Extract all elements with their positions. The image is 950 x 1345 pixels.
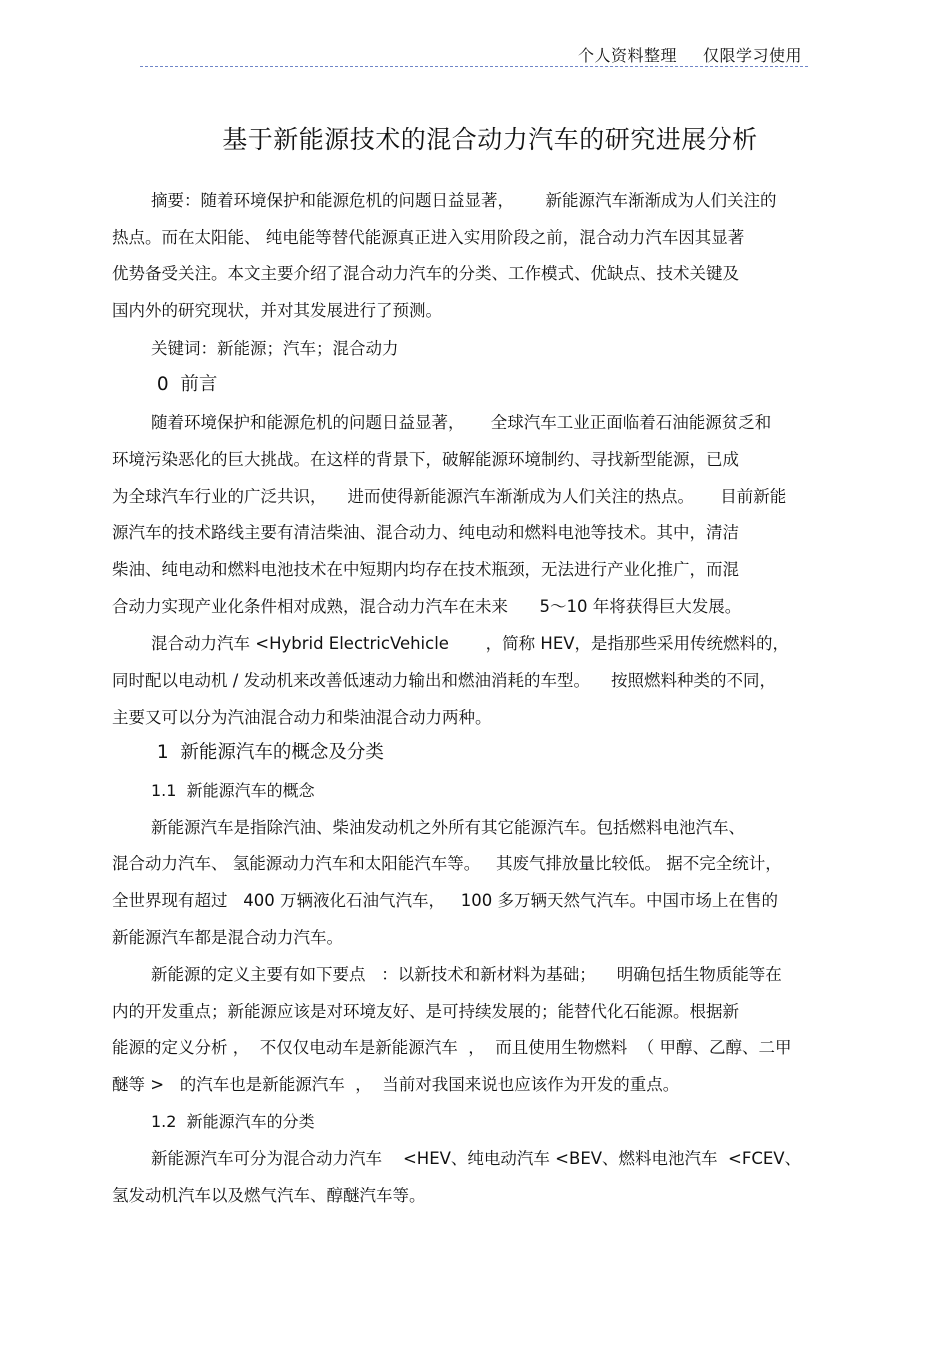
paragraph-line: 新能源汽车是指除汽油、柴油发动机之外所有其它能源汽车。包括燃料电池汽车、 (151, 818, 745, 837)
paragraph-line: 源汽车的技术路线主要有清洁柴油、混合动力、纯电动和燃料电池等技术。其中，清洁 (112, 523, 739, 542)
abstract-line-4: 国内外的研究现状，并对其发展进行了预测。 (112, 301, 442, 320)
paragraph-line: 氢发动机汽车以及燃气汽车、醇醚汽车等。 (112, 1186, 426, 1205)
paragraph-line: 柴油、纯电动和燃料电池技术在中短期内均存在技术瓶颈，无法进行产业化推广，而混 (112, 560, 739, 579)
paragraph-line: 混合动力汽车 <Hybrid ElectricVehicle ，简称 HEV，是指那些采用传统燃料的， (151, 634, 790, 653)
paragraph-line: 新能源的定义主要有如下要点 ：以新技术和新材料为基础； 明确包括生物质能等在 (151, 965, 782, 984)
paragraph-line: 新能源汽车可分为混合动力汽车 <HEV、纯电动汽车 <BEV、燃料电池汽车 <FCEV、 (151, 1149, 802, 1168)
paragraph-line: 醚等 > 的汽车也是新能源汽车 ， 当前对我国来说也应该作为开发的重点。 (112, 1075, 680, 1094)
abstract-line-2: 热点。而在太阳能、 纯电能等替代能源真正进入实用阶段之前，混合动力汽车因其显著 (112, 228, 745, 247)
subsection-heading-1-2: 1.2 新能源汽车的分类 (151, 1112, 315, 1131)
paragraph-line: 新能源汽车都是混合动力汽车。 (112, 928, 343, 947)
header-text (578, 43, 802, 66)
keywords-line: 关键词：新能源；汽车；混合动力 (151, 339, 399, 358)
abstract-line-3: 优势备受关注。本文主要介绍了混合动力汽车的分类、工作模式、优缺点、技术关键及 (112, 264, 739, 283)
section-heading-0: 0 前言 (151, 374, 218, 395)
paragraph-line: 主要又可以分为汽油混合动力和柴油混合动力两种。 (112, 708, 492, 727)
page-header (140, 42, 808, 67)
paragraph-line: 为全球汽车行业的广泛共识， 进而使得新能源汽车渐渐成为人们关注的热点。 目前新能 (112, 487, 787, 506)
paragraph-line: 内的开发重点；新能源应该是对环境友好、是可持续发展的；能替代化石能源。根据新 (112, 1002, 739, 1021)
document-title: 基于新能源技术的混合动力汽车的研究进展分析 (222, 125, 758, 154)
paragraph-line: 混合动力汽车、 氢能源动力汽车和太阳能汽车等。 其废气排放量比较低。 据不完全统计， (112, 854, 782, 873)
paragraph-line: 能源的定义分析 ， 不仅仅电动车是新能源汽车 ， 而且使用生物燃料 （ 甲醇、乙醇、二甲 (112, 1038, 792, 1057)
abstract-line-1: 摘要：随着环境保护和能源危机的问题日益显著， 新能源汽车渐渐成为人们关注的 (151, 191, 777, 210)
paragraph-line: 全世界现有超过 400 万辆液化石油气汽车， 100 多万辆天然气汽车。中国市场上在售的 (112, 891, 778, 910)
header-right-text: 仅限学习使用 (702, 46, 802, 65)
header-left-text: 个人资料整理 (577, 46, 677, 65)
subsection-heading-1-1: 1.1 新能源汽车的概念 (151, 781, 315, 800)
paragraph-line: 合动力实现产业化条件相对成熟，混合动力汽车在未来 5～10 年将获得巨大发展。 (112, 597, 742, 616)
paragraph-line: 环境污染恶化的巨大挑战。在这样的背景下，破解能源环境制约、寻找新型能源，已成 (112, 450, 739, 469)
paragraph-line: 随着环境保护和能源危机的问题日益显著， 全球汽车工业正面临着石油能源贫乏和 (151, 413, 772, 432)
section-heading-1: 1 新能源汽车的概念及分类 (151, 742, 384, 763)
paragraph-line: 同时配以电动机 / 发动机来改善低速动力输出和燃油消耗的车型。 按照燃料种类的不同， (112, 671, 777, 690)
